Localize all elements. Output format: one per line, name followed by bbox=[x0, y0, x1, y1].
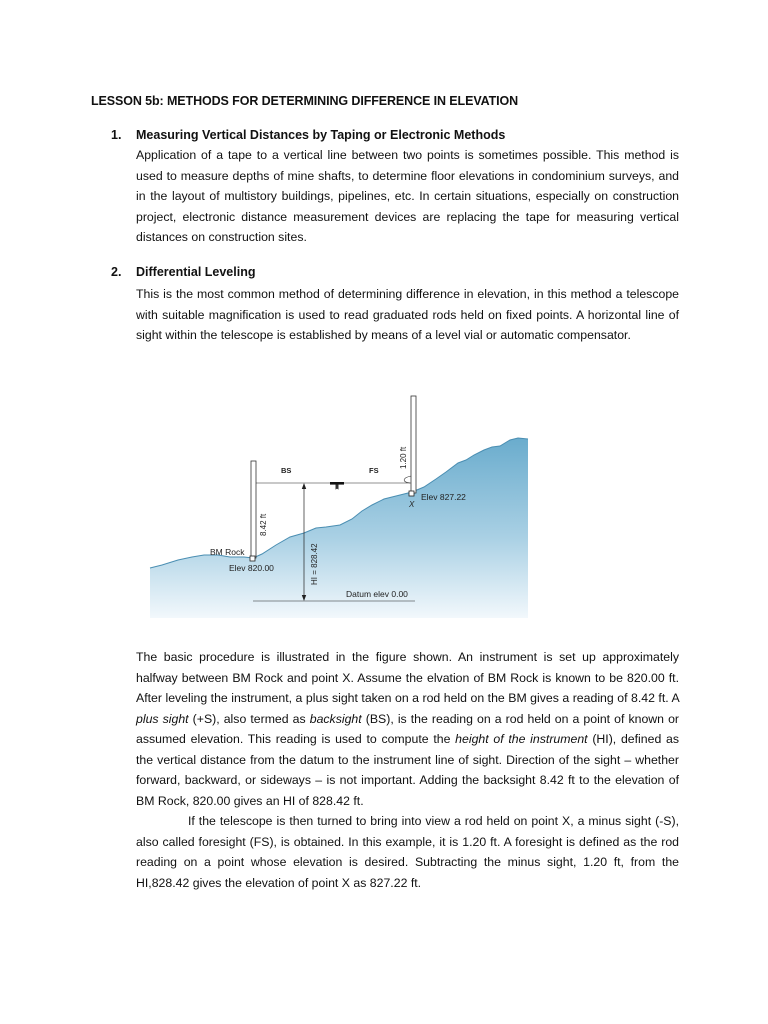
explanation-paragraph-1: The basic procedure is illustrated in the figure shown. An instrument is set up approximately halfway between BM Rock and point X. Assume the elvation of BM Rock is known to be 820.00 ft. After leveling the instrument, a plus sight taken on a rod held on the BM gives a reading of 8.42 ft. A plus sight (+S), also termed as backsight (BS), is the reading on a rod held on a point of known or assumed elevation. This reading is used to compute the height of the instrument (HI), defined as the vertical distance from the datum to the instrument line of sight. Direction of the sight – whether forward, backward, or sideways – is not important. Adding the backsight 8.42 ft to the elevation of BM Rock, 820.00 gives an HI of 828.42 ft. bbox=[136, 650, 680, 808]
bm-label: BM Rock bbox=[210, 547, 245, 557]
section-2-number: 2. bbox=[111, 265, 122, 279]
hi-arrow-top bbox=[302, 483, 306, 489]
bm-elev-label: Elev 820.00 bbox=[229, 563, 274, 573]
leveling-figure bbox=[140, 390, 540, 620]
section-1-heading bbox=[111, 128, 671, 146]
bs-reading-label: 8.42 ft bbox=[259, 513, 268, 536]
section-1-title: Measuring Vertical Distances by Taping or Electronic Methods bbox=[136, 128, 506, 142]
fs-label: FS bbox=[369, 466, 379, 475]
x-elev-label: Elev 827.22 bbox=[421, 492, 466, 502]
bm-rod bbox=[251, 461, 256, 558]
explanation-body bbox=[136, 647, 679, 893]
section-2-title: Differential Leveling bbox=[136, 265, 256, 279]
section-1-paragraph: Application of a tape to a vertical line between two points is sometimes possible. This method is used to measure depths of mine shafts, to determine floor elevations in condominium surveys, and in the layout of multistory buildings, pipelines, etc. In certain situations, especially on construction project, electronic distance measurement devices are replacing the tape for measuring vertical distances on construction sites. bbox=[136, 148, 679, 244]
bs-label: BS bbox=[281, 466, 292, 475]
hi-label: HI = 828.42 bbox=[310, 543, 319, 585]
terrain-area bbox=[150, 438, 528, 618]
x-point-marker bbox=[409, 491, 414, 496]
section-2-paragraph: This is the most common method of determining difference in elevation, in this method a telescope with suitable magnification is used to read graduated rods held on fixed points. A horizontal line of sight within the telescope is established by means of a level vial or automatic compensator. bbox=[136, 287, 679, 342]
fs-leader-line bbox=[404, 476, 411, 483]
explanation-paragraph-2: If the telescope is then turned to bring into view a rod held on point X, a minus sight (-S), also called foresight (FS), is obtained. In this example, it is 1.20 ft. A foresight is defined as the rod reading on a point whose elevation is desired. Subtracting the minus sight, 1.20 ft, from the HI,828.42 gives the elevation of point X as 827.22 ft. bbox=[136, 814, 679, 890]
term-backsight: backsight bbox=[309, 711, 362, 726]
section-2-body bbox=[136, 284, 679, 346]
datum-label: Datum elev 0.00 bbox=[346, 589, 408, 599]
section-1-number: 1. bbox=[111, 128, 122, 142]
fs-reading-label: 1.20 ft bbox=[399, 446, 408, 469]
x-rod bbox=[411, 396, 416, 493]
term-plus-sight: plus sight bbox=[136, 711, 189, 726]
x-label: X bbox=[409, 500, 415, 509]
bm-point-marker bbox=[250, 556, 255, 561]
leveling-diagram bbox=[140, 390, 540, 620]
section-2-heading bbox=[111, 265, 671, 283]
lesson-title: LESSON 5b: METHODS FOR DETERMINING DIFFERENCE IN ELEVATION bbox=[91, 94, 519, 108]
level-instrument bbox=[327, 482, 348, 523]
term-height-of-instrument: height of the instrument bbox=[455, 732, 588, 746]
section-1-body bbox=[136, 145, 679, 248]
